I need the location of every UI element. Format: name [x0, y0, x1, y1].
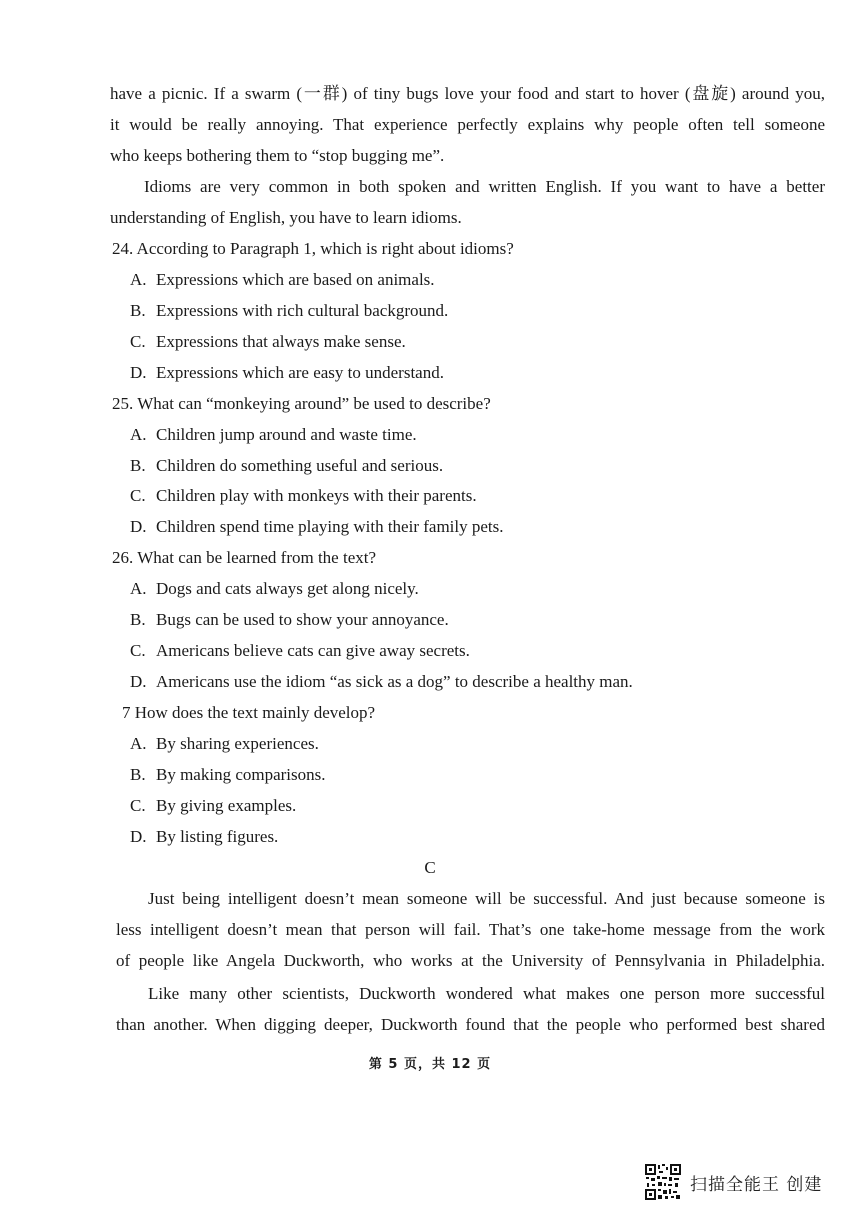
- option-text: Americans believe cats can give away secrets.: [156, 641, 470, 660]
- option-letter: A.: [130, 579, 147, 598]
- passage-b-line-1: have a picnic. If a swarm (一群) of tiny bugs love your food and start to hover (盘旋) around you,: [110, 84, 825, 103]
- option-letter: D.: [130, 517, 147, 536]
- option-text: By making comparisons.: [156, 765, 326, 784]
- option-letter: A.: [130, 270, 147, 289]
- question-26-stem: 26. What can be learned from the text?: [112, 548, 377, 567]
- passage-b-line-4: Idioms are very common in both spoken and written English. If you want to have a better: [144, 177, 825, 196]
- question-27-option-a[interactable]: [130, 734, 845, 754]
- option-letter: A.: [130, 734, 147, 753]
- question-25-option-d[interactable]: [130, 517, 845, 537]
- option-letter: D.: [130, 363, 147, 382]
- passage-b-line-2: it would be really annoying. That experience perfectly explains why people often tell someone: [110, 115, 825, 134]
- watermark-text: 扫描全能王 创建: [690, 1174, 823, 1195]
- option-text: Expressions which are based on animals.: [156, 270, 435, 289]
- passage-b-line-5: understanding of English, you have to learn idioms.: [110, 208, 462, 227]
- option-text: Children do something useful and serious.: [156, 456, 444, 475]
- option-letter: B.: [130, 610, 146, 629]
- page-footer: 第 5 页，共 12 页: [368, 1057, 492, 1072]
- option-letter: D.: [130, 827, 147, 846]
- section-c-line-3: of people like Angela Duckworth, who works at the University of Pennsylvania in Philadelphia.: [116, 951, 825, 970]
- option-text: Children play with monkeys with their parents.: [156, 486, 477, 505]
- question-24-option-a[interactable]: [130, 270, 845, 290]
- option-text: Expressions which are easy to understand.: [156, 363, 444, 382]
- question-24-option-c[interactable]: [130, 332, 845, 352]
- option-letter: C.: [130, 486, 146, 505]
- option-text: Children spend time playing with their family pets.: [156, 517, 504, 536]
- question-26-option-d[interactable]: [130, 672, 845, 692]
- option-text: Expressions that always make sense.: [156, 332, 406, 351]
- question-25-option-a[interactable]: [130, 425, 845, 445]
- qr-code-icon: [644, 1163, 682, 1201]
- option-letter: C.: [130, 641, 146, 660]
- question-25-option-b[interactable]: [130, 456, 845, 476]
- option-text: Bugs can be used to show your annoyance.: [156, 610, 449, 629]
- section-c-line-1: Just being intelligent doesn’t mean someone will be successful. And just because someone is: [148, 889, 825, 908]
- option-text: Americans use the idiom “as sick as a dog” to describe a healthy man.: [156, 672, 633, 691]
- passage-b-line-3: who keeps bothering them to “stop bugging me”.: [110, 146, 445, 165]
- section-c-line-4: Like many other scientists, Duckworth wondered what makes one person more successful: [148, 984, 825, 1003]
- option-text: By listing figures.: [156, 827, 279, 846]
- option-letter: B.: [130, 765, 146, 784]
- question-24-option-b[interactable]: [130, 301, 845, 321]
- option-text: Dogs and cats always get along nicely.: [156, 579, 419, 598]
- option-text: Children jump around and waste time.: [156, 425, 417, 444]
- section-c-heading: C: [424, 858, 436, 877]
- section-c-line-5: than another. When digging deeper, Duckworth found that the people who performed best shared: [116, 1015, 825, 1034]
- option-letter: B.: [130, 301, 146, 320]
- option-letter: C.: [130, 332, 146, 351]
- option-text: By sharing experiences.: [156, 734, 319, 753]
- option-text: Expressions with rich cultural background.: [156, 301, 449, 320]
- question-26-option-a[interactable]: [130, 579, 845, 599]
- option-letter: C.: [130, 796, 146, 815]
- question-25-option-c[interactable]: [130, 486, 845, 506]
- scanner-watermark: [644, 1163, 822, 1201]
- question-27-option-c[interactable]: [130, 796, 845, 816]
- option-letter: A.: [130, 425, 147, 444]
- section-c-line-2: less intelligent doesn’t mean that person will fail. That’s one take-home message from the work: [116, 920, 825, 939]
- question-26-option-b[interactable]: [130, 610, 845, 630]
- option-text: By giving examples.: [156, 796, 297, 815]
- question-24-stem: 24. According to Paragraph 1, which is right about idioms?: [112, 239, 514, 258]
- option-letter: B.: [130, 456, 146, 475]
- question-25-stem: 25. What can “monkeying around” be used to describe?: [112, 394, 491, 413]
- question-27-stem: 7 How does the text mainly develop?: [122, 703, 376, 722]
- question-27-option-b[interactable]: [130, 765, 845, 785]
- question-24-option-d[interactable]: [130, 363, 845, 383]
- question-27-option-d[interactable]: [130, 827, 845, 847]
- question-26-option-c[interactable]: [130, 641, 845, 661]
- option-letter: D.: [130, 672, 147, 691]
